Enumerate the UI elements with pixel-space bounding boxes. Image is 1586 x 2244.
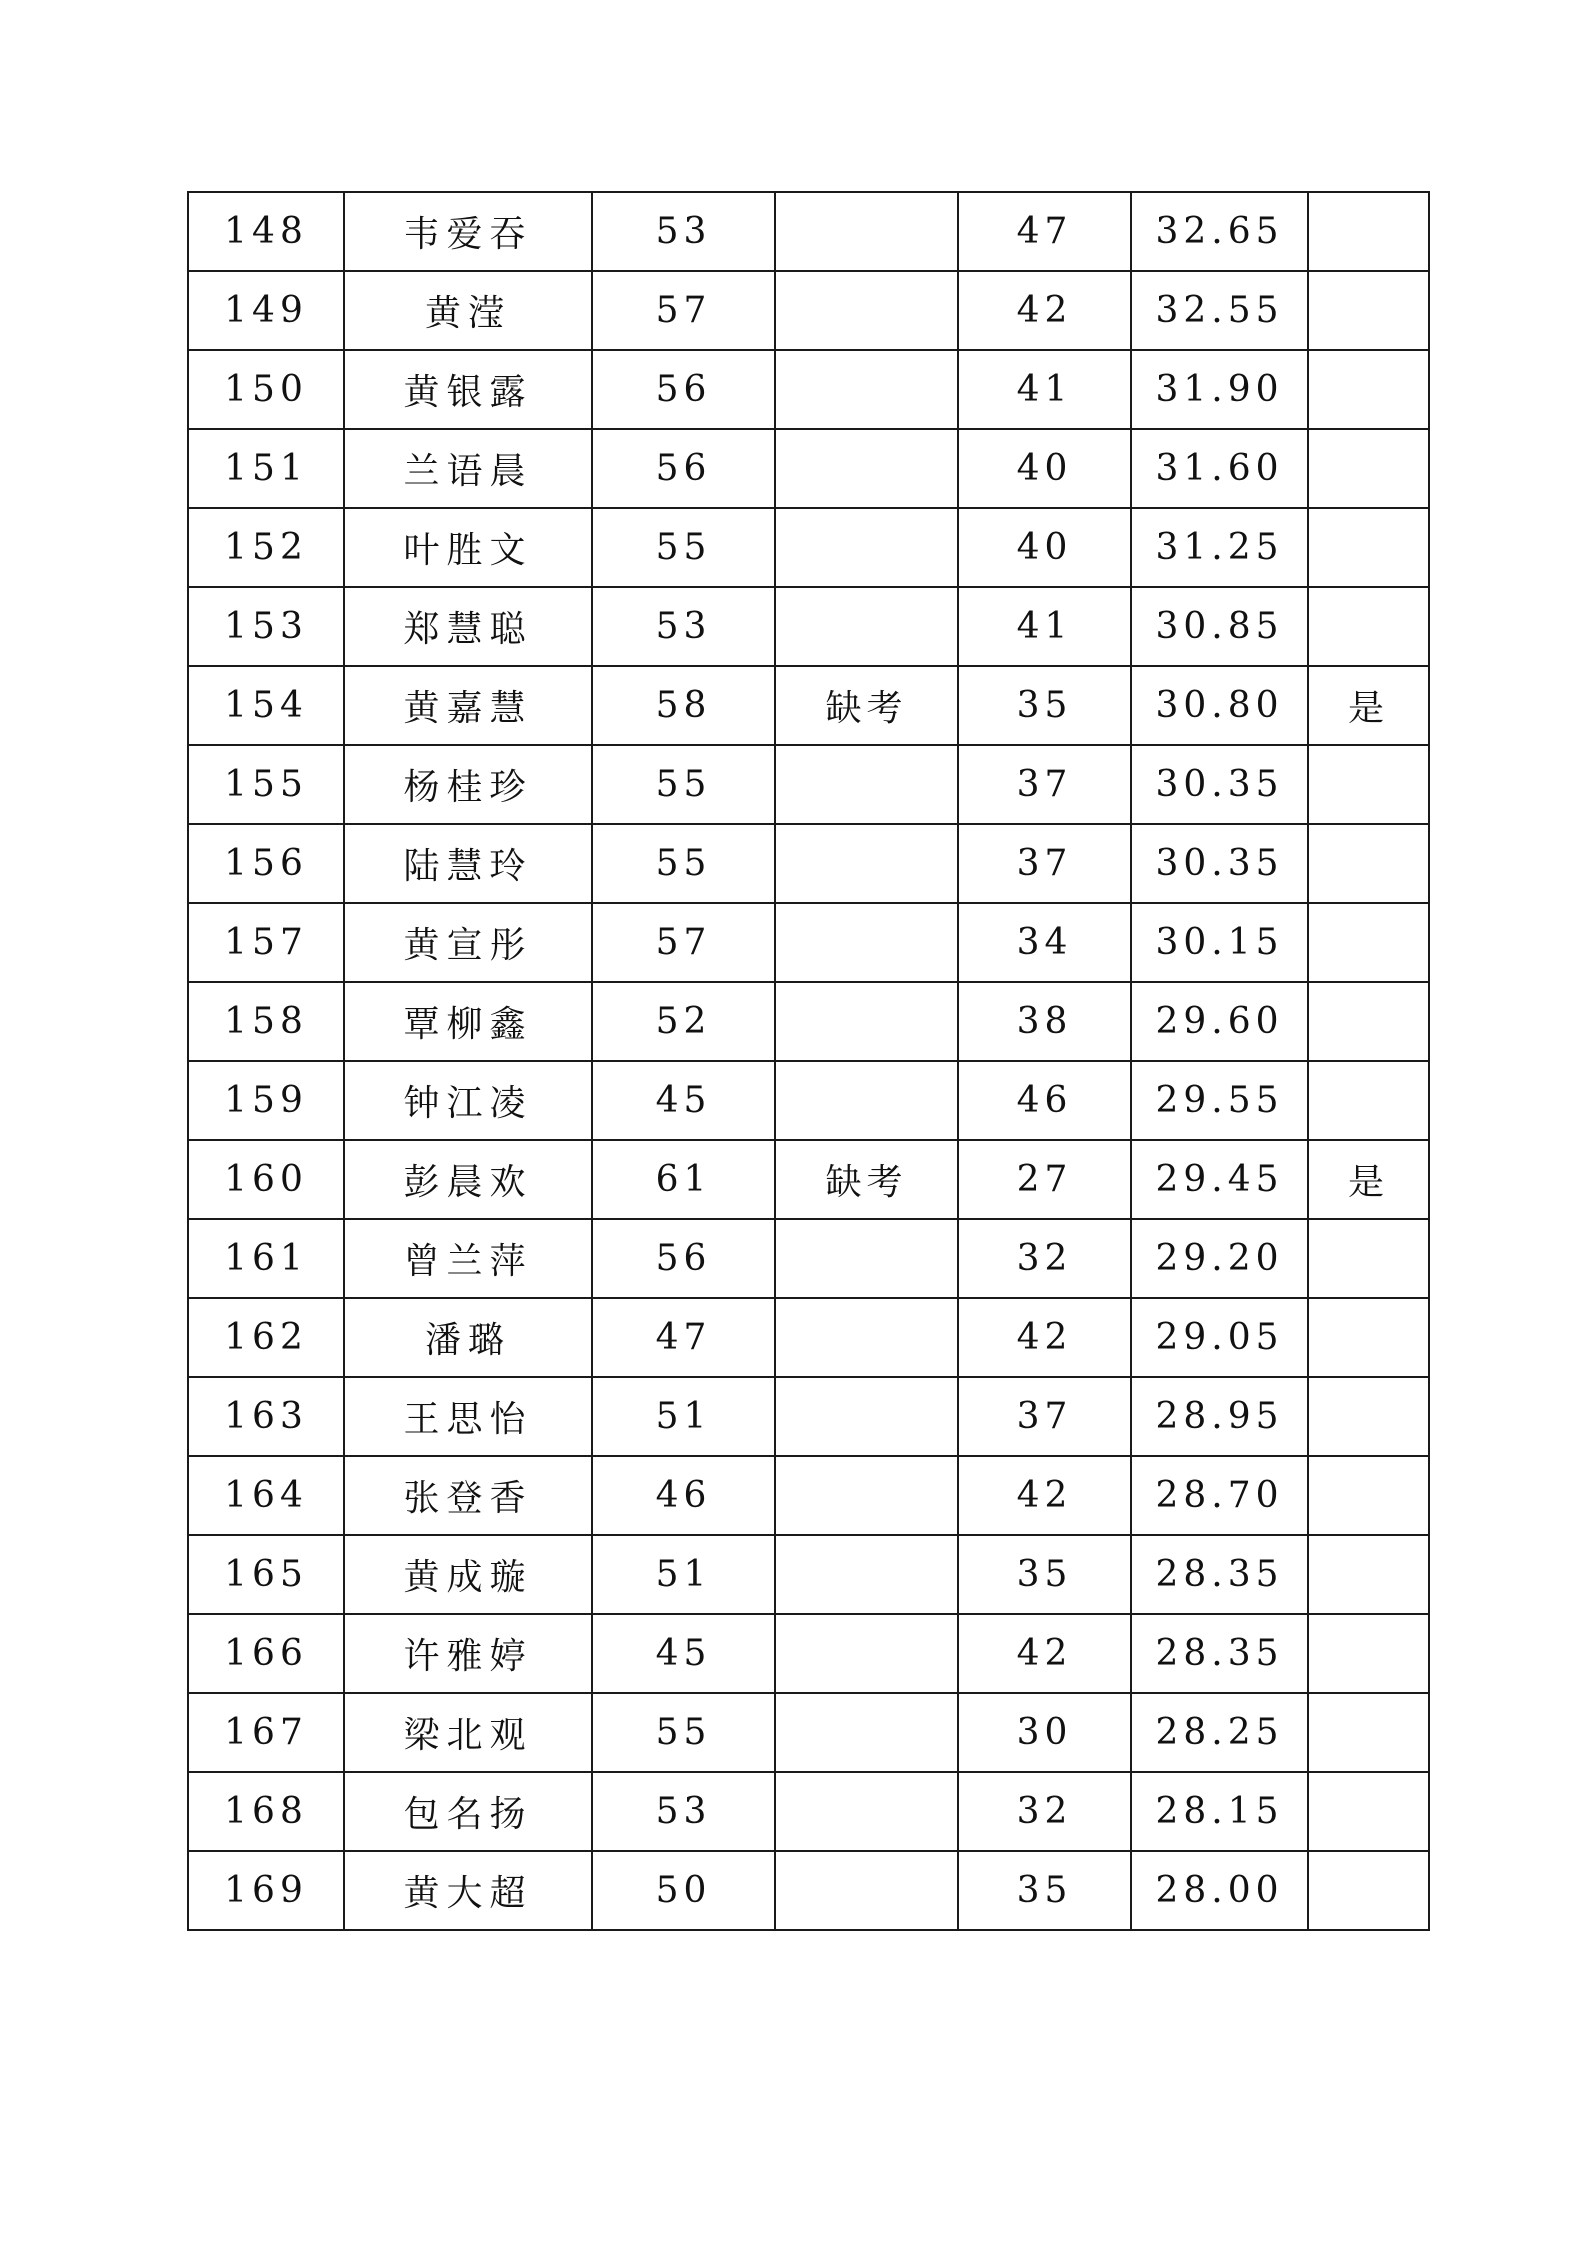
row-number: 148	[188, 192, 344, 271]
row-number: 153	[188, 587, 344, 666]
absence-note	[775, 508, 958, 587]
table-row	[188, 1061, 1429, 1140]
row-number: 160	[188, 1140, 344, 1219]
candidate-name: 彭晨欢	[344, 1140, 592, 1219]
table-row	[188, 903, 1429, 982]
candidate-name: 黄成璇	[344, 1535, 592, 1614]
score-2: 27	[958, 1140, 1131, 1219]
row-number: 161	[188, 1219, 344, 1298]
score-2: 30	[958, 1693, 1131, 1772]
absence-note	[775, 1298, 958, 1377]
row-number: 159	[188, 1061, 344, 1140]
score-2: 42	[958, 271, 1131, 350]
flag	[1308, 745, 1429, 824]
score-1: 55	[592, 745, 775, 824]
row-number: 169	[188, 1851, 344, 1930]
score-1: 50	[592, 1851, 775, 1930]
score-1: 53	[592, 587, 775, 666]
total-score: 29.55	[1131, 1061, 1308, 1140]
absence-note	[775, 1377, 958, 1456]
table-row	[188, 192, 1429, 271]
total-score: 28.35	[1131, 1535, 1308, 1614]
absence-note	[775, 271, 958, 350]
candidate-name: 曾兰萍	[344, 1219, 592, 1298]
row-number: 157	[188, 903, 344, 982]
candidate-name: 覃柳鑫	[344, 982, 592, 1061]
score-2: 47	[958, 192, 1131, 271]
table-row	[188, 1377, 1429, 1456]
score-1: 56	[592, 350, 775, 429]
candidate-name: 黄宣彤	[344, 903, 592, 982]
score-1: 58	[592, 666, 775, 745]
absence-note	[775, 903, 958, 982]
flag	[1308, 1298, 1429, 1377]
total-score: 30.15	[1131, 903, 1308, 982]
row-number: 167	[188, 1693, 344, 1772]
table-row	[188, 350, 1429, 429]
table-row	[188, 429, 1429, 508]
candidate-name: 钟江凌	[344, 1061, 592, 1140]
flag	[1308, 429, 1429, 508]
row-number: 155	[188, 745, 344, 824]
total-score: 30.85	[1131, 587, 1308, 666]
table-row	[188, 745, 1429, 824]
absence-note	[775, 1061, 958, 1140]
flag	[1308, 1219, 1429, 1298]
flag	[1308, 903, 1429, 982]
absence-note	[775, 745, 958, 824]
score-1: 57	[592, 903, 775, 982]
flag	[1308, 1851, 1429, 1930]
total-score: 28.70	[1131, 1456, 1308, 1535]
total-score: 32.55	[1131, 271, 1308, 350]
score-1: 57	[592, 271, 775, 350]
total-score: 29.60	[1131, 982, 1308, 1061]
table-row	[188, 1219, 1429, 1298]
table-row	[188, 1772, 1429, 1851]
candidate-name: 张登香	[344, 1456, 592, 1535]
total-score: 30.35	[1131, 745, 1308, 824]
candidate-name: 黄嘉慧	[344, 666, 592, 745]
total-score: 28.00	[1131, 1851, 1308, 1930]
candidate-name: 陆慧玲	[344, 824, 592, 903]
score-table	[187, 191, 1430, 1931]
row-number: 164	[188, 1456, 344, 1535]
total-score: 28.15	[1131, 1772, 1308, 1851]
candidate-name: 潘璐	[344, 1298, 592, 1377]
score-1: 55	[592, 508, 775, 587]
row-number: 166	[188, 1614, 344, 1693]
flag	[1308, 1772, 1429, 1851]
score-2: 32	[958, 1772, 1131, 1851]
score-1: 45	[592, 1614, 775, 1693]
absence-note	[775, 1219, 958, 1298]
score-2: 37	[958, 824, 1131, 903]
row-number: 150	[188, 350, 344, 429]
score-1: 51	[592, 1535, 775, 1614]
total-score: 29.20	[1131, 1219, 1308, 1298]
flag	[1308, 1693, 1429, 1772]
table-row	[188, 1535, 1429, 1614]
table-row	[188, 508, 1429, 587]
flag	[1308, 1061, 1429, 1140]
total-score: 30.35	[1131, 824, 1308, 903]
absence-note: 缺考	[775, 1140, 958, 1219]
flag	[1308, 1614, 1429, 1693]
flag	[1308, 587, 1429, 666]
total-score: 32.65	[1131, 192, 1308, 271]
candidate-name: 包名扬	[344, 1772, 592, 1851]
candidate-name: 王思怡	[344, 1377, 592, 1456]
score-2: 34	[958, 903, 1131, 982]
absence-note	[775, 1535, 958, 1614]
candidate-name: 杨桂珍	[344, 745, 592, 824]
score-1: 47	[592, 1298, 775, 1377]
score-1: 52	[592, 982, 775, 1061]
score-1: 56	[592, 429, 775, 508]
score-1: 45	[592, 1061, 775, 1140]
absence-note	[775, 1772, 958, 1851]
score-1: 55	[592, 824, 775, 903]
score-2: 38	[958, 982, 1131, 1061]
absence-note	[775, 587, 958, 666]
score-1: 46	[592, 1456, 775, 1535]
score-1: 61	[592, 1140, 775, 1219]
row-number: 149	[188, 271, 344, 350]
flag	[1308, 982, 1429, 1061]
candidate-name: 郑慧聪	[344, 587, 592, 666]
total-score: 29.05	[1131, 1298, 1308, 1377]
absence-note	[775, 824, 958, 903]
table-row	[188, 1851, 1429, 1930]
absence-note	[775, 1456, 958, 1535]
score-2: 35	[958, 666, 1131, 745]
absence-note: 缺考	[775, 666, 958, 745]
total-score: 30.80	[1131, 666, 1308, 745]
candidate-name: 兰语晨	[344, 429, 592, 508]
candidate-name: 梁北观	[344, 1693, 592, 1772]
row-number: 165	[188, 1535, 344, 1614]
table-row	[188, 1140, 1429, 1219]
candidate-name: 许雅婷	[344, 1614, 592, 1693]
total-score: 29.45	[1131, 1140, 1308, 1219]
score-2: 41	[958, 350, 1131, 429]
score-1: 53	[592, 192, 775, 271]
total-score: 31.90	[1131, 350, 1308, 429]
table-row	[188, 271, 1429, 350]
score-2: 46	[958, 1061, 1131, 1140]
absence-note	[775, 982, 958, 1061]
table-row	[188, 1693, 1429, 1772]
flag: 是	[1308, 1140, 1429, 1219]
flag	[1308, 271, 1429, 350]
row-number: 158	[188, 982, 344, 1061]
flag	[1308, 508, 1429, 587]
candidate-name: 韦爱吞	[344, 192, 592, 271]
score-2: 41	[958, 587, 1131, 666]
score-1: 56	[592, 1219, 775, 1298]
candidate-name: 黄大超	[344, 1851, 592, 1930]
score-2: 32	[958, 1219, 1131, 1298]
table-row	[188, 1456, 1429, 1535]
absence-note	[775, 1693, 958, 1772]
table-row	[188, 982, 1429, 1061]
row-number: 163	[188, 1377, 344, 1456]
absence-note	[775, 1614, 958, 1693]
absence-note	[775, 1851, 958, 1930]
flag	[1308, 824, 1429, 903]
score-table-body	[188, 192, 1429, 1930]
absence-note	[775, 429, 958, 508]
score-2: 42	[958, 1456, 1131, 1535]
row-number: 162	[188, 1298, 344, 1377]
row-number: 151	[188, 429, 344, 508]
score-2: 37	[958, 1377, 1131, 1456]
table-row	[188, 824, 1429, 903]
score-2: 40	[958, 429, 1131, 508]
row-number: 168	[188, 1772, 344, 1851]
total-score: 28.25	[1131, 1693, 1308, 1772]
total-score: 31.25	[1131, 508, 1308, 587]
absence-note	[775, 192, 958, 271]
candidate-name: 黄银露	[344, 350, 592, 429]
row-number: 152	[188, 508, 344, 587]
candidate-name: 叶胜文	[344, 508, 592, 587]
flag	[1308, 192, 1429, 271]
table-row	[188, 666, 1429, 745]
total-score: 28.95	[1131, 1377, 1308, 1456]
score-1: 53	[592, 1772, 775, 1851]
table-row	[188, 1614, 1429, 1693]
flag	[1308, 350, 1429, 429]
score-1: 55	[592, 1693, 775, 1772]
table-row	[188, 1298, 1429, 1377]
flag	[1308, 1456, 1429, 1535]
flag	[1308, 1377, 1429, 1456]
flag	[1308, 1535, 1429, 1614]
table-row	[188, 587, 1429, 666]
total-score: 28.35	[1131, 1614, 1308, 1693]
score-2: 37	[958, 745, 1131, 824]
row-number: 156	[188, 824, 344, 903]
score-2: 42	[958, 1298, 1131, 1377]
score-2: 35	[958, 1535, 1131, 1614]
score-2: 42	[958, 1614, 1131, 1693]
score-1: 51	[592, 1377, 775, 1456]
row-number: 154	[188, 666, 344, 745]
score-2: 40	[958, 508, 1131, 587]
candidate-name: 黄滢	[344, 271, 592, 350]
score-2: 35	[958, 1851, 1131, 1930]
total-score: 31.60	[1131, 429, 1308, 508]
absence-note	[775, 350, 958, 429]
flag: 是	[1308, 666, 1429, 745]
